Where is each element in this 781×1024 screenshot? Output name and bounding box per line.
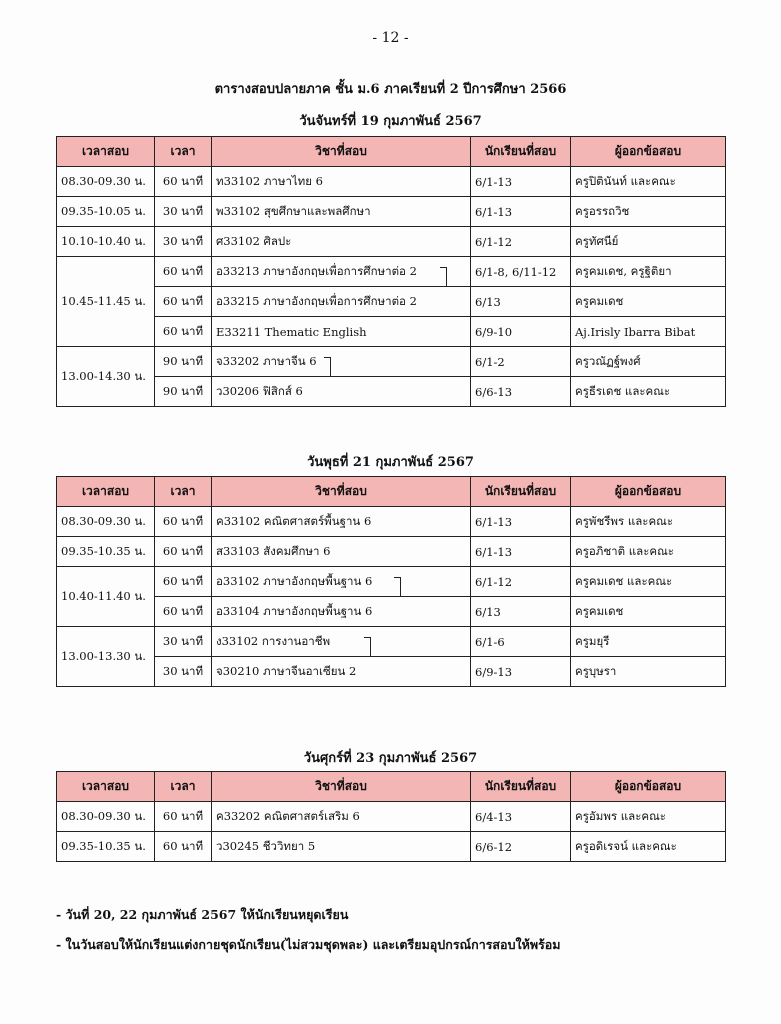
- exam-duration: 60 นาที: [155, 317, 212, 347]
- header-subject: วิชาที่สอบ: [212, 477, 471, 507]
- table-row: [57, 657, 726, 687]
- exam-subject-text: อ33213 ภาษาอังกฤษเพื่อการศึกษาต่อ 2: [216, 263, 417, 278]
- exam-students: 6/1-2: [471, 347, 571, 377]
- exam-time: 08.30-09.30 น.: [57, 167, 155, 197]
- exam-table-day-1: [56, 136, 726, 407]
- day-title: วันจันทร์ที่ 19 กุมภาพันธ์ 2567: [299, 114, 482, 129]
- exam-subject: [212, 347, 471, 377]
- exam-time: 09.35-10.05 น.: [57, 197, 155, 227]
- exam-students: 6/9-10: [471, 317, 571, 347]
- exam-examiner: ครูปิตินันท์ และคณะ: [571, 167, 726, 197]
- exam-duration: 60 นาที: [155, 287, 212, 317]
- table-row: [57, 317, 726, 347]
- exam-subject: ท33102 ภาษาไทย 6: [212, 167, 471, 197]
- exam-time: 13.00-13.30 น.: [57, 627, 155, 687]
- exam-duration: 60 นาที: [155, 567, 212, 597]
- exam-examiner: ครูพัชรีพร และคณะ: [571, 507, 726, 537]
- exam-examiner: ครูมยุรี: [571, 627, 726, 657]
- exam-subject-text: จ33202 ภาษาจีน 6: [216, 353, 317, 368]
- exam-examiner: ครูคมเดช: [571, 287, 726, 317]
- exam-duration: 30 นาที: [155, 227, 212, 257]
- exam-duration: 30 นาที: [155, 197, 212, 227]
- exam-students: 6/6-12: [471, 832, 571, 862]
- exam-students: 6/1-8, 6/11-12: [471, 257, 571, 287]
- exam-examiner: ครูอภิชาติ และคณะ: [571, 537, 726, 567]
- table-row: [57, 802, 726, 832]
- exam-duration: 60 นาที: [155, 257, 212, 287]
- exam-examiner: ครูอดิเรจน์ และคณะ: [571, 832, 726, 862]
- exam-examiner: ครูคมเดช: [571, 597, 726, 627]
- exam-duration: 30 นาที: [155, 657, 212, 687]
- exam-table-day-3: [56, 771, 726, 862]
- exam-examiner: ครูธีรเดช และคณะ: [571, 377, 726, 407]
- exam-students: 6/1-12: [471, 567, 571, 597]
- exam-time: 13.00-14.30 น.: [57, 347, 155, 407]
- exam-students: 6/9-13: [471, 657, 571, 687]
- header-students: นักเรียนที่สอบ: [471, 137, 571, 167]
- exam-time: 08.30-09.30 น.: [57, 802, 155, 832]
- exam-students: 6/1-6: [471, 627, 571, 657]
- table-row: [57, 567, 726, 597]
- exam-subject: ค33102 คณิตศาสตร์พื้นฐาน 6: [212, 507, 471, 537]
- table-row: [57, 227, 726, 257]
- exam-students: 6/13: [471, 287, 571, 317]
- exam-duration: 60 นาที: [155, 802, 212, 832]
- table-row: [57, 597, 726, 627]
- header-duration: เวลา: [155, 477, 212, 507]
- exam-examiner: Aj.Irisly Ibarra Bibat: [571, 317, 726, 347]
- exam-subject: พ33102 สุขศึกษาและพลศึกษา: [212, 197, 471, 227]
- table-row: [57, 507, 726, 537]
- exam-time: 08.30-09.30 น.: [57, 507, 155, 537]
- group-bracket: [364, 637, 371, 657]
- exam-subject: [212, 567, 471, 597]
- table-row: [57, 537, 726, 567]
- exam-subject: อ33215 ภาษาอังกฤษเพื่อการศึกษาต่อ 2: [212, 287, 471, 317]
- header-subject: วิชาที่สอบ: [212, 137, 471, 167]
- header-examiner: ผู้ออกข้อสอบ: [571, 477, 726, 507]
- exam-subject: [212, 257, 471, 287]
- exam-examiner: ครูคมเดช, ครูฐิติยา: [571, 257, 726, 287]
- day-title: วันพุธที่ 21 กุมภาพันธ์ 2567: [307, 455, 474, 470]
- page-title: ตารางสอบปลายภาค ชั้น ม.6 ภาคเรียนที่ 2 ปีการศึกษา 2566: [214, 82, 567, 97]
- exam-subject: ว30206 ฟิสิกส์ 6: [212, 377, 471, 407]
- header-examiner: ผู้ออกข้อสอบ: [571, 137, 726, 167]
- exam-subject: ส33103 สังคมศึกษา 6: [212, 537, 471, 567]
- exam-subject: จ30210 ภาษาจีนอาเซียน 2: [212, 657, 471, 687]
- table-row: [57, 377, 726, 407]
- table-row: [57, 627, 726, 657]
- exam-students: 6/4-13: [471, 802, 571, 832]
- header-students: นักเรียนที่สอบ: [471, 772, 571, 802]
- table-row: [57, 347, 726, 377]
- exam-subject: ค33202 คณิตศาสตร์เสริม 6: [212, 802, 471, 832]
- header-exam-time: เวลาสอบ: [57, 772, 155, 802]
- exam-examiner: ครูวณัฏฐ์พงศ์: [571, 347, 726, 377]
- exam-subject: E33211 Thematic English: [212, 317, 471, 347]
- table-row: [57, 167, 726, 197]
- group-bracket: [440, 267, 447, 287]
- header-exam-time: เวลาสอบ: [57, 477, 155, 507]
- header-duration: เวลา: [155, 137, 212, 167]
- exam-students: 6/6-13: [471, 377, 571, 407]
- table-row: [57, 197, 726, 227]
- table-row: [57, 257, 726, 287]
- exam-duration: 60 นาที: [155, 537, 212, 567]
- table-header-row: [57, 137, 726, 167]
- exam-students: 6/1-13: [471, 507, 571, 537]
- exam-time: 09.35-10.35 น.: [57, 832, 155, 862]
- header-subject: วิชาที่สอบ: [212, 772, 471, 802]
- group-bracket: [394, 577, 401, 597]
- exam-duration: 60 นาที: [155, 507, 212, 537]
- exam-time: 10.45-11.45 น.: [57, 257, 155, 347]
- exam-time: 09.35-10.35 น.: [57, 537, 155, 567]
- exam-examiner: ครูคมเดช และคณะ: [571, 567, 726, 597]
- page-number: - 12 -: [372, 30, 409, 46]
- exam-examiner: ครูอรรถวิช: [571, 197, 726, 227]
- exam-students: 6/1-13: [471, 167, 571, 197]
- table-header-row: [57, 477, 726, 507]
- exam-duration: 60 นาที: [155, 597, 212, 627]
- note-dress-code: - ในวันสอบให้นักเรียนแต่งกายชุดนักเรียน(ไม่สวมชุดพละ) และเตรียมอุปกรณ์การสอบให้พร้อม: [56, 937, 561, 952]
- exam-duration: 90 นาที: [155, 377, 212, 407]
- exam-examiner: ครูบุษรา: [571, 657, 726, 687]
- header-students: นักเรียนที่สอบ: [471, 477, 571, 507]
- header-examiner: ผู้ออกข้อสอบ: [571, 772, 726, 802]
- table-header-row: [57, 772, 726, 802]
- exam-duration: 30 นาที: [155, 627, 212, 657]
- exam-students: 6/1-13: [471, 537, 571, 567]
- exam-time: 10.40-11.40 น.: [57, 567, 155, 627]
- group-bracket: [324, 357, 331, 377]
- exam-subject: [212, 627, 471, 657]
- table-row: [57, 287, 726, 317]
- exam-subject: ศ33102 ศิลปะ: [212, 227, 471, 257]
- exam-examiner: ครูอัมพร และคณะ: [571, 802, 726, 832]
- exam-students: 6/1-13: [471, 197, 571, 227]
- exam-subject: อ33104 ภาษาอังกฤษพื้นฐาน 6: [212, 597, 471, 627]
- exam-duration: 90 นาที: [155, 347, 212, 377]
- exam-duration: 60 นาที: [155, 167, 212, 197]
- exam-subject-text: ง33102 การงานอาชีพ: [216, 633, 331, 648]
- exam-students: 6/13: [471, 597, 571, 627]
- exam-subject: ว30245 ชีววิทยา 5: [212, 832, 471, 862]
- note-holiday: - วันที่ 20, 22 กุมภาพันธ์ 2567 ให้นักเรียนหยุดเรียน: [56, 907, 349, 922]
- exam-table-day-2: [56, 476, 726, 687]
- exam-students: 6/1-12: [471, 227, 571, 257]
- exam-duration: 60 นาที: [155, 832, 212, 862]
- day-title: วันศุกร์ที่ 23 กุมภาพันธ์ 2567: [303, 751, 478, 766]
- exam-subject-text: อ33102 ภาษาอังกฤษพื้นฐาน 6: [216, 573, 373, 588]
- exam-time: 10.10-10.40 น.: [57, 227, 155, 257]
- exam-examiner: ครูทัศนีย์: [571, 227, 726, 257]
- header-duration: เวลา: [155, 772, 212, 802]
- table-row: [57, 832, 726, 862]
- header-exam-time: เวลาสอบ: [57, 137, 155, 167]
